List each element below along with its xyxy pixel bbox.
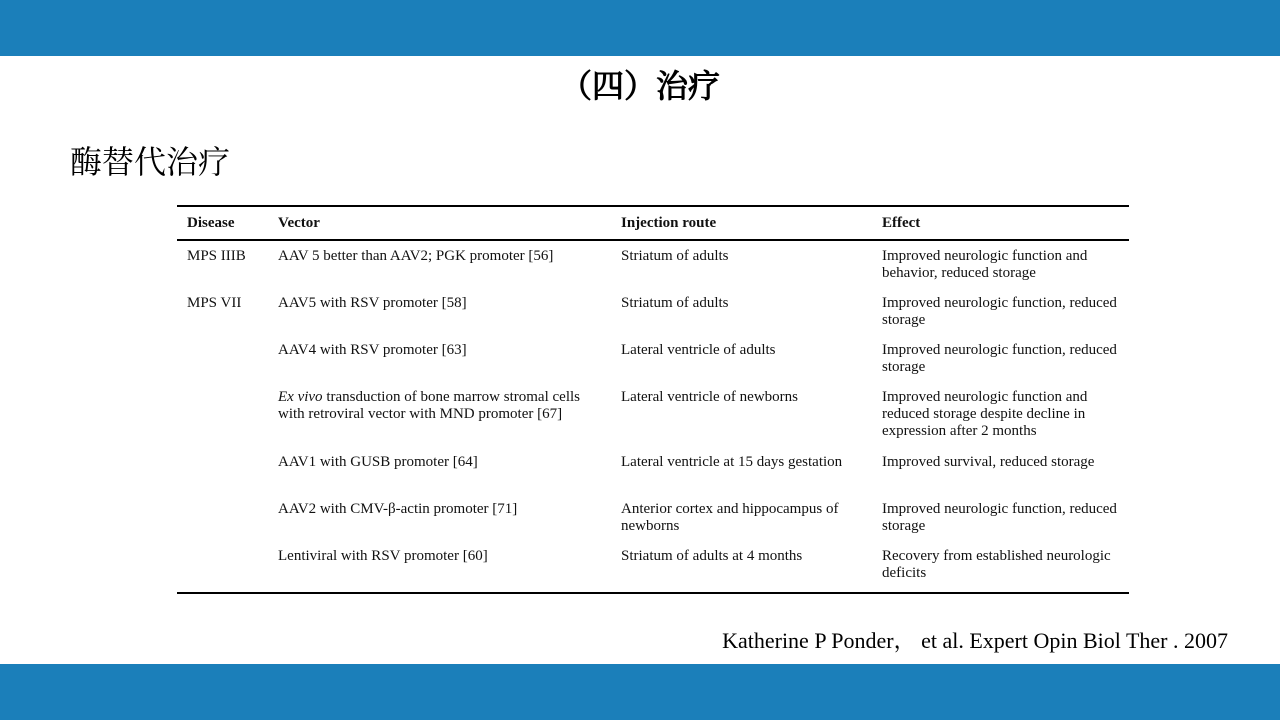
cell-vector [268,240,611,288]
cell-vector-text: AAV 5 better than AAV2; PGK promoter [56] [278,248,554,264]
cell-route: Lateral ventricle at 15 days gestation [621,454,843,470]
cell-vector [268,494,611,541]
table-row [177,288,1129,335]
cell-effect: Improved neurologic function, reduced storage [882,295,1117,328]
cell-route: Lateral ventricle of newborns [621,389,799,405]
cell-vector [268,447,611,494]
cell-vector-text: transduction of bone marrow stromal cells with retroviral vector with MND promoter [67] [278,389,580,422]
cell-vector-text: AAV4 with RSV promoter [63] [278,342,467,358]
table-row [177,541,1129,592]
cell-vector-text: AAV5 with RSV promoter [58] [278,295,467,311]
slide-subtitle: 酶替代治疗 [70,143,231,181]
cell-disease [177,494,268,541]
cell-disease: MPS IIIB [187,248,246,264]
cell-vector-text: AAV1 with GUSB promoter [64] [278,454,478,470]
cell-vector [268,541,611,592]
table-row [177,494,1129,541]
table-header-row [177,207,1129,240]
cell-disease [177,447,268,494]
table-row [177,382,1129,447]
cell-vector-text: Lentiviral with RSV promoter [60] [278,548,488,564]
cell-route: Lateral ventricle of adults [621,342,776,358]
cell-effect: Recovery from established neurologic deficits [882,548,1111,581]
table-row [177,240,1129,288]
bottom-banner [0,664,1280,720]
cell-disease [177,541,268,592]
header-injection-route: Injection route [611,207,872,240]
cell-vector-italic: Ex vivo [278,389,323,405]
cell-disease: MPS VII [187,295,242,311]
cell-effect: Improved neurologic function and reduced storage despite decline in expression after 2 months [882,389,1088,439]
header-effect: Effect [872,207,1129,240]
header-disease: Disease [177,207,268,240]
slide-title: （四）治疗 [559,67,720,105]
cell-route: Striatum of adults [621,248,729,264]
top-banner [0,0,1280,56]
cell-vector [268,335,611,382]
cell-effect: Improved survival, reduced storage [882,454,1095,470]
citation: Katherine P Ponder， et al. Expert Opin Biol Ther . 2007 [722,628,1228,653]
cell-vector [268,382,611,447]
cell-vector [268,288,611,335]
cell-disease [177,335,268,382]
cell-disease [177,382,268,447]
cell-route: Striatum of adults at 4 months [621,548,803,564]
cell-route: Striatum of adults [621,295,729,311]
cell-vector-text: AAV2 with CMV-β-actin promoter [71] [278,501,518,517]
cell-route: Anterior cortex and hippocampus of newborns [621,501,839,534]
table-row [177,335,1129,382]
header-vector: Vector [268,207,611,240]
table-row [177,447,1129,494]
cell-effect: Improved neurologic function, reduced storage [882,342,1117,375]
cell-effect: Improved neurologic function and behavior, reduced storage [882,248,1088,281]
cell-effect: Improved neurologic function, reduced storage [882,501,1117,534]
therapy-table [177,205,1129,594]
